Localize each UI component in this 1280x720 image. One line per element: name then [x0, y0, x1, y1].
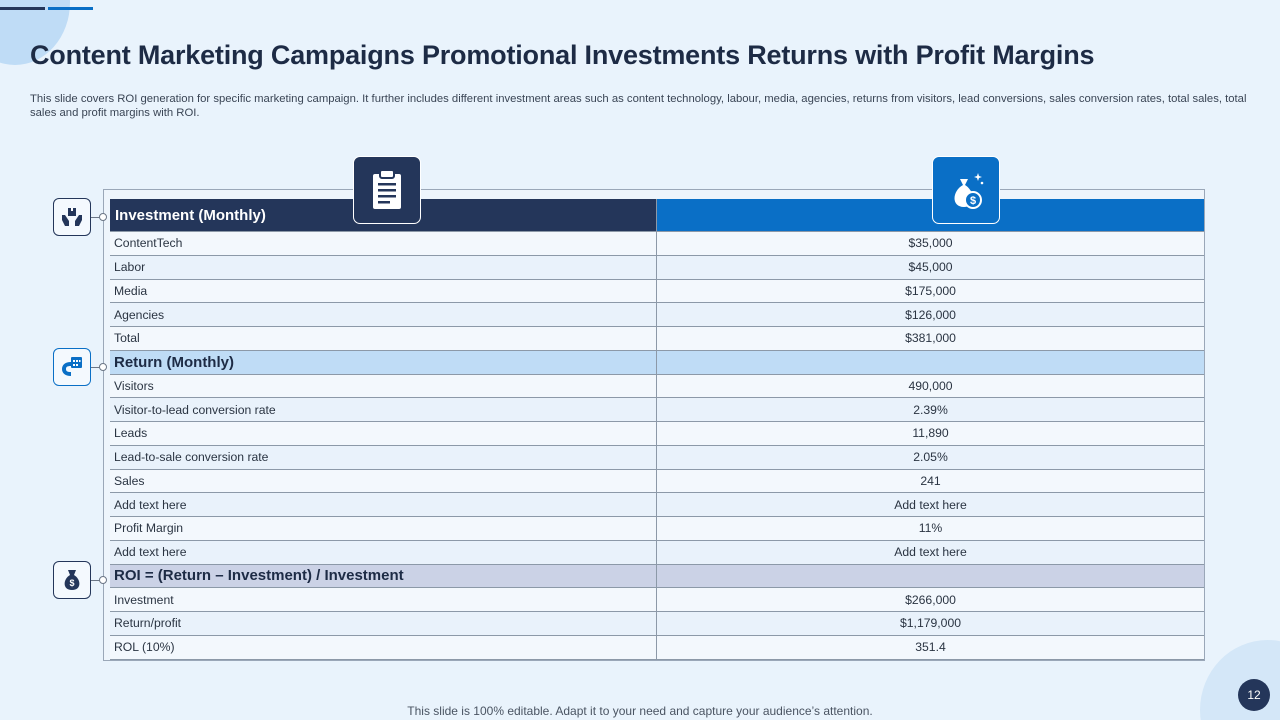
row-label: Visitor-to-lead conversion rate — [110, 398, 657, 421]
investment-header-value — [657, 199, 1204, 231]
row-value: 11% — [657, 517, 1204, 540]
table-row — [110, 541, 1204, 565]
clipboard-icon-badge — [353, 156, 421, 224]
table-row — [110, 422, 1204, 446]
connector-dot — [99, 213, 107, 221]
row-label: Sales — [110, 470, 657, 493]
row-label: Lead-to-sale conversion rate — [110, 446, 657, 469]
row-value: $381,000 — [657, 327, 1204, 350]
table-row — [110, 232, 1204, 256]
footer-note: This slide is 100% editable. Adapt it to your need and capture your audience’s attention. — [407, 704, 873, 718]
magnet-calendar-icon — [59, 355, 85, 379]
table-row — [110, 280, 1204, 304]
top-accent-line — [0, 7, 45, 10]
return-header: Return (Monthly) — [110, 351, 657, 374]
table-row — [110, 470, 1204, 494]
table-row — [110, 303, 1204, 327]
row-value: $1,179,000 — [657, 612, 1204, 635]
row-value: Add text here — [657, 541, 1204, 564]
table-row — [110, 256, 1204, 280]
hands-box-icon-badge — [53, 198, 91, 236]
money-bag-icon — [61, 568, 83, 592]
connector-dot — [99, 363, 107, 371]
page-number: 12 — [1238, 679, 1270, 711]
row-value: 241 — [657, 470, 1204, 493]
investment-header: Investment (Monthly) — [110, 199, 657, 231]
row-value: $35,000 — [657, 232, 1204, 255]
row-label: Visitors — [110, 375, 657, 398]
row-value: 490,000 — [657, 375, 1204, 398]
money-bag-icon-badge — [53, 561, 91, 599]
row-label: Profit Margin — [110, 517, 657, 540]
row-label: ROL (10%) — [110, 636, 657, 659]
row-label: Agencies — [110, 303, 657, 326]
row-value: $266,000 — [657, 588, 1204, 611]
svg-text:$: $ — [969, 195, 977, 207]
row-value: $175,000 — [657, 280, 1204, 303]
row-label: ContentTech — [110, 232, 657, 255]
row-label: Add text here — [110, 541, 657, 564]
return-header-value — [657, 351, 1204, 374]
magnet-calendar-icon-badge — [53, 348, 91, 386]
hands-box-icon — [60, 205, 84, 229]
roi-table — [110, 199, 1204, 660]
table-row — [110, 375, 1204, 399]
row-value: 2.05% — [657, 446, 1204, 469]
row-value: $45,000 — [657, 256, 1204, 279]
table-row — [110, 398, 1204, 422]
row-label: Labor — [110, 256, 657, 279]
row-label: Return/profit — [110, 612, 657, 635]
row-value: 2.39% — [657, 398, 1204, 421]
money-bag-icon-badge — [932, 156, 1000, 224]
row-label: Leads — [110, 422, 657, 445]
return-header-row — [110, 351, 1204, 375]
row-value: Add text here — [657, 493, 1204, 516]
row-label: Media — [110, 280, 657, 303]
table-row — [110, 636, 1204, 660]
page-subtitle: This slide covers ROI generation for specific marketing campaign. It further includes different investment areas such as content technology, labour, media, agencies, returns from visitors, lead conversions, sales conversion rates, total sales, total sales and profit margins with ROI. — [30, 93, 1247, 119]
row-value: 11,890 — [657, 422, 1204, 445]
row-label: Investment — [110, 588, 657, 611]
table-row — [110, 517, 1204, 541]
money-bag-icon — [946, 169, 986, 211]
table-row — [110, 327, 1204, 351]
roi-header-row — [110, 565, 1204, 589]
row-value: $126,000 — [657, 303, 1204, 326]
table-row — [110, 588, 1204, 612]
table-row — [110, 493, 1204, 517]
connector-dot — [99, 576, 107, 584]
page-title: Content Marketing Campaigns Promotional Investments Returns with Profit Margins — [30, 40, 1095, 70]
roi-header-value — [657, 565, 1204, 588]
investment-header-row — [110, 199, 1204, 232]
top-accent-line — [48, 7, 93, 10]
clipboard-icon — [370, 169, 404, 211]
svg-text:$: $ — [69, 578, 75, 588]
table-row — [110, 446, 1204, 470]
table-row — [110, 612, 1204, 636]
row-label: Add text here — [110, 493, 657, 516]
row-label: Total — [110, 327, 657, 350]
row-value: 351.4 — [657, 636, 1204, 659]
roi-header: ROI = (Return – Investment) / Investment — [110, 565, 657, 588]
